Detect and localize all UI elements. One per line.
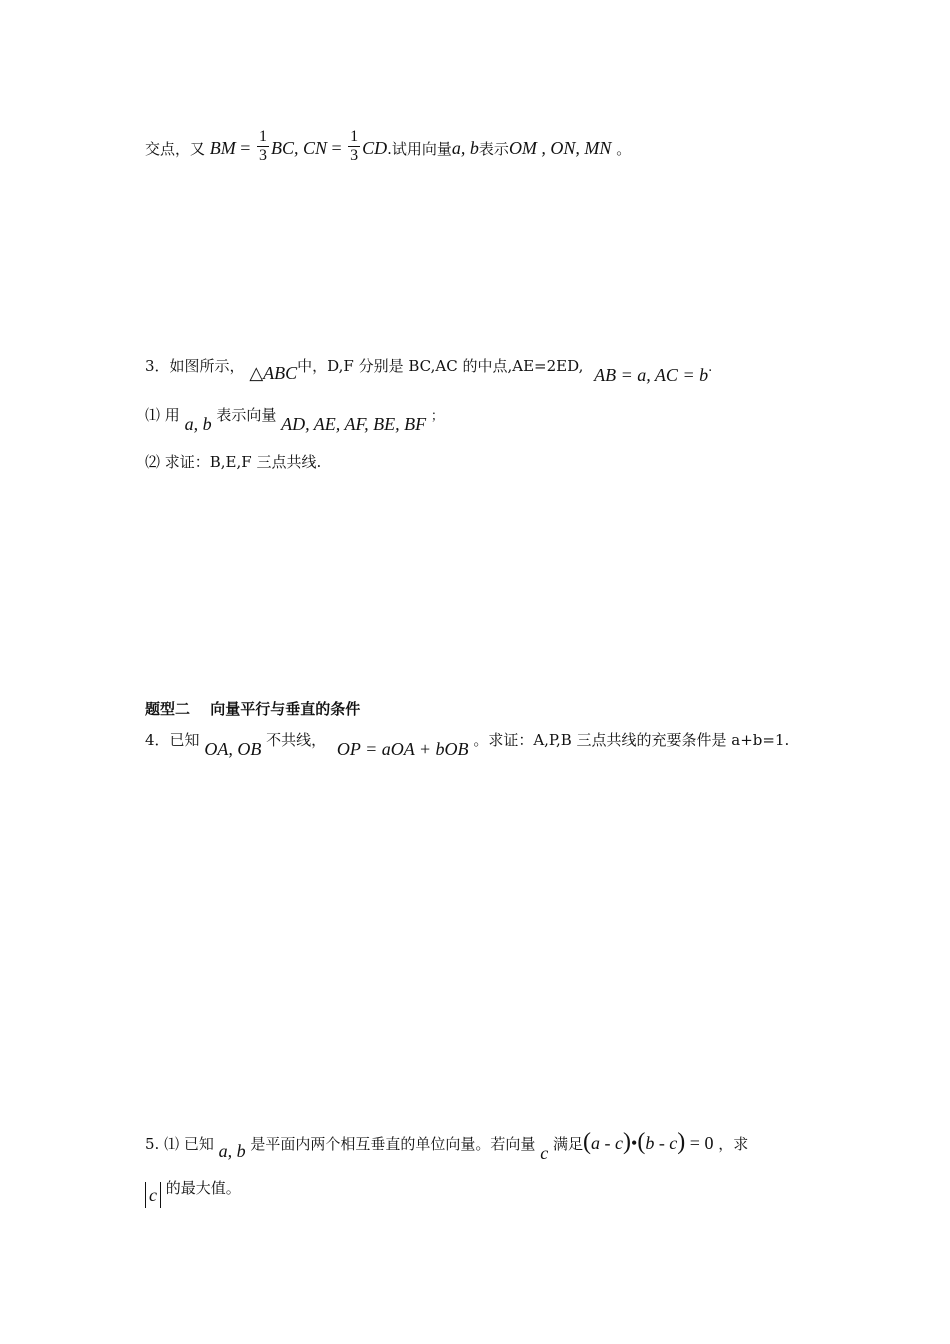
p3-triangle: △ABC: [249, 363, 298, 383]
p5-number: 5. ⑴ 已知: [145, 1135, 214, 1153]
p5-end: ，求: [718, 1135, 749, 1153]
p3-dot: .: [708, 360, 713, 375]
problem-2-line: [145, 128, 632, 168]
p2-fraction-1: $\frac{1}{3}$: [258, 128, 267, 164]
p5-abs-c: c: [145, 1182, 161, 1208]
p3-q1-end: ；: [430, 409, 444, 424]
p2-prefix: 交点，又: [145, 140, 206, 159]
problem-5-line: 5. ⑴ 已知 a, b 是平面内两个相互垂直的单位向量。若向量 c 满足(a - c)•(b - c) = 0 ，求: [145, 1129, 749, 1163]
p5-a-minus-c: a - c: [591, 1133, 623, 1153]
section-title: 题型二 向量平行与垂直的条件: [145, 700, 361, 718]
p5-mid: 是平面内两个相互垂直的单位向量。若向量: [250, 1135, 536, 1153]
problem-4-line: [145, 730, 790, 759]
p3-vectors: AB = a, AC = b: [594, 365, 709, 385]
p5-b-minus-c: b - c: [645, 1133, 678, 1153]
p2-targets: OM , ON, MN: [508, 138, 612, 159]
p5-equals-zero: = 0: [685, 1133, 714, 1153]
p2-eq2: =: [326, 138, 347, 159]
p2-fraction-2: $\frac{1}{3}$: [350, 128, 359, 164]
problem-3-q2: [145, 455, 321, 470]
p4-oaob: OA, OB: [204, 739, 262, 759]
p3-text: 中，D,F 分别是 BC,AC 的中点,AE=2ED,: [297, 357, 584, 375]
p5-ab: a, b: [218, 1141, 246, 1161]
p3-q1-vectors: AD, AE, AF, BE, BF: [281, 414, 427, 434]
p2-eq1: =: [235, 138, 255, 159]
p5-dot-operator: •: [631, 1133, 638, 1153]
p5-mid2: 满足: [553, 1135, 584, 1153]
p3-q1-prefix: ⑴ 用: [145, 406, 180, 424]
p3-number: 3．如图所示，: [145, 357, 245, 375]
p5-c: c: [540, 1143, 549, 1163]
p2-end: 。: [616, 140, 632, 159]
p2-cd: CD: [362, 138, 388, 159]
p4-number: 4．已知: [145, 731, 200, 749]
p4-equation: OP = aOA + bOB: [336, 739, 469, 759]
p2-mid2: 表示: [478, 140, 509, 159]
p3-q2-text: ⑵ 求证：B,E,F 三点共线.: [145, 453, 322, 471]
p2-bm: BM: [209, 138, 236, 159]
problem-3-q1: [145, 405, 444, 434]
p3-q1-ab: a, b: [184, 414, 212, 434]
problem-3-line: [145, 356, 713, 385]
p4-end: 。求证：A,P,B 三点共线的充要条件是 a+b=1.: [473, 731, 790, 749]
p2-bc-cn: BC, CN: [270, 138, 327, 159]
p3-q1-mid: 表示向量: [216, 406, 277, 424]
p5-end2: 的最大值。: [165, 1179, 241, 1197]
p4-mid: 不共线，: [266, 731, 327, 749]
p2-mid: .试用向量: [387, 140, 452, 159]
problem-5-line-2: [145, 1179, 241, 1208]
p2-ab: a, b: [451, 138, 479, 159]
